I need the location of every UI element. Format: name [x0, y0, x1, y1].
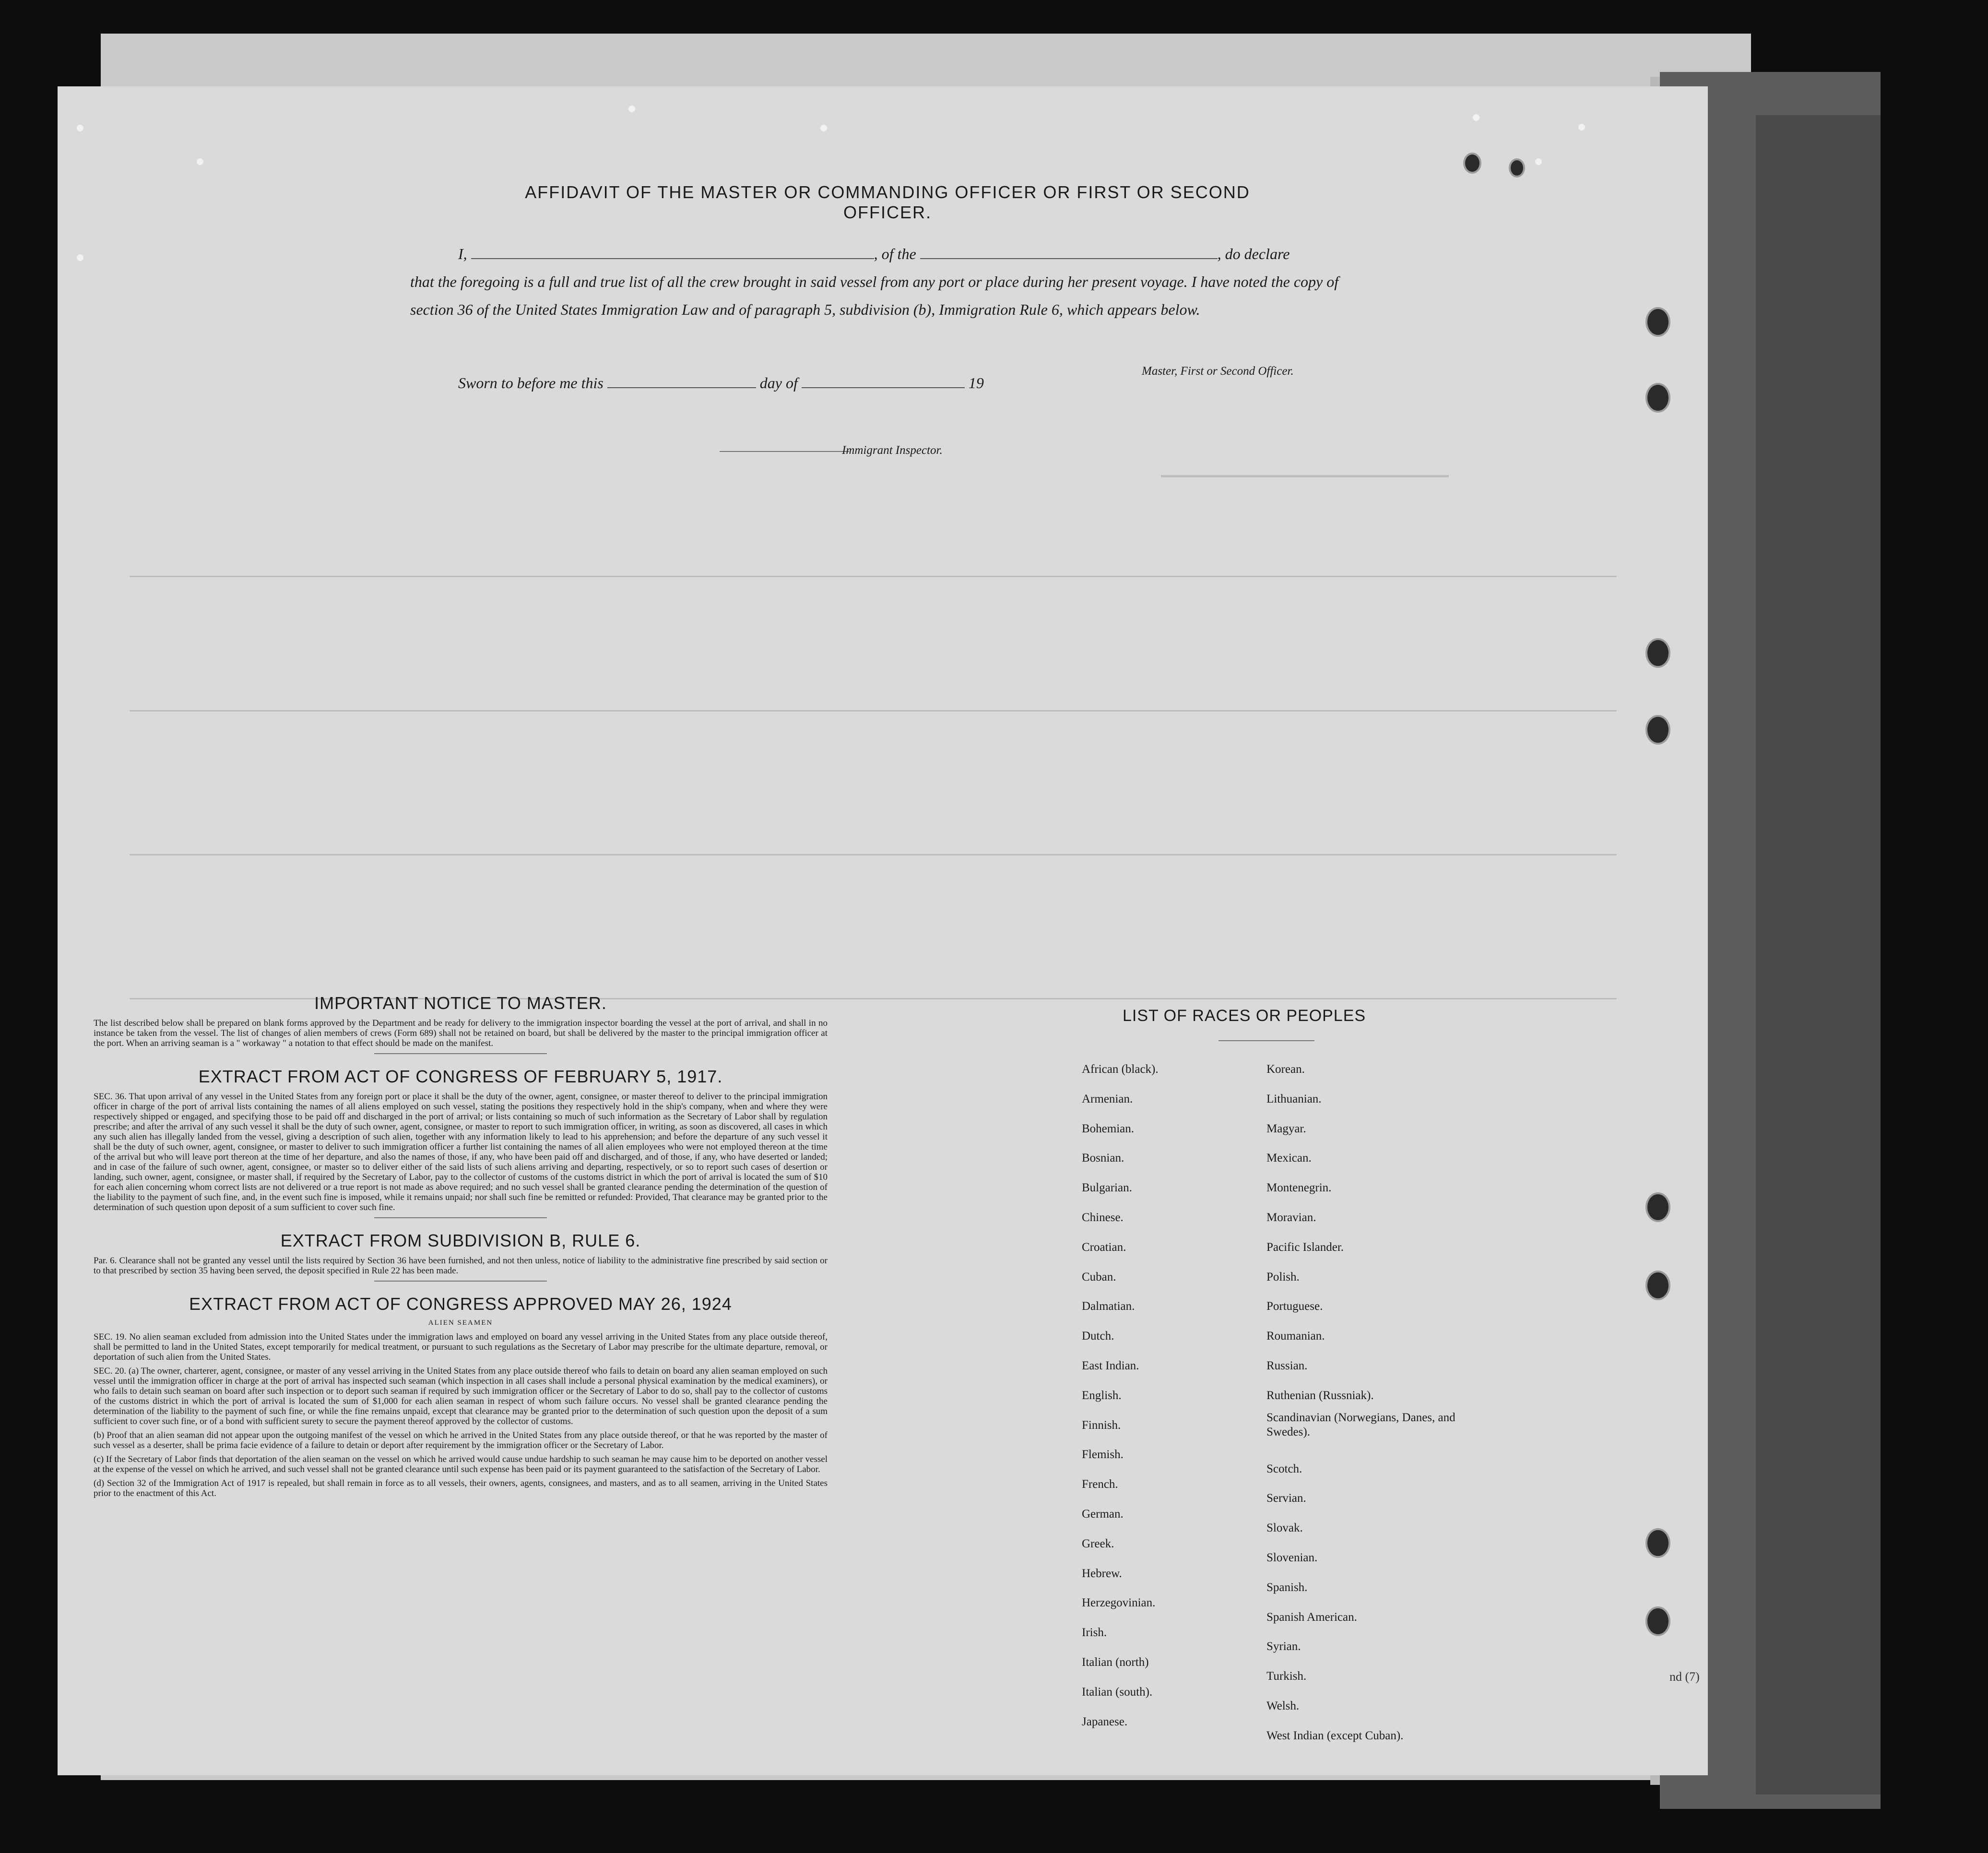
inspector-signature-label: Immigrant Inspector.: [842, 444, 943, 457]
underlying-sheet-darker: [1756, 115, 1881, 1794]
sworn-day-label: day of: [759, 374, 798, 392]
race-item: Italian (south).: [1082, 1685, 1153, 1699]
race-item: Montenegrin.: [1266, 1181, 1332, 1195]
race-item: Irish.: [1082, 1626, 1107, 1639]
sworn-prefix: Sworn to before me this: [458, 374, 604, 392]
punch-hole: [1645, 638, 1670, 668]
race-item: Polish.: [1266, 1270, 1300, 1283]
race-item: Bulgarian.: [1082, 1181, 1132, 1195]
punch-hole-small: [1463, 153, 1481, 174]
race-item: Russian.: [1266, 1359, 1308, 1372]
sworn-line: [458, 374, 984, 392]
race-item: Portuguese.: [1266, 1300, 1323, 1313]
sworn-year: 19: [968, 374, 984, 392]
extract-1917-title: EXTRACT FROM ACT OF CONGRESS OF FEBRUARY 5, 1917.: [198, 1067, 723, 1086]
notice-title: IMPORTANT NOTICE TO MASTER.: [314, 993, 607, 1013]
punch-hole: [1645, 715, 1670, 745]
race-item: Bosnian.: [1082, 1152, 1124, 1165]
race-item: Moravian.: [1266, 1211, 1316, 1224]
bleed-through-mark: [130, 710, 1617, 712]
section-divider: [374, 1217, 547, 1218]
affidavit-declaration: [410, 240, 1350, 323]
race-item: Finnish.: [1082, 1418, 1121, 1432]
declaration-prefix: I,: [458, 245, 467, 262]
sworn-month-blank[interactable]: [802, 387, 965, 388]
corner-note: nd (7): [1669, 1670, 1700, 1684]
race-item: Chinese.: [1082, 1211, 1124, 1224]
extract-1917-body: SEC. 36. That upon arrival of any vessel in the United States from any foreign port or place it shall be the duty of the owner, agent, consignee, or master thereof to deliver to the principal immigration officer in charge of the port of arrival lists containing the names of all aliens employed on such vessel, stating the positions they respectively hold in the ship's company, when and where they were respectively shipped or engaged, and specifying those to be paid off and discharged in the port of arrival; or lists containing so much of such information as the Secretary of Labor shall by regulation prescribe; and after the arrival of any such vessel it shall be the duty of such owner, agent, consignee, or master to report to such immigration officer, in writing, as soon as discovered, all cases in which any such alien has illegally landed from the vessel, giving a description of such alien, together with any information likely to lead to his apprehension; and before the departure of any such vessel it shall be the duty of such owner, agent, consignee, or master to deliver to such immigration officer a further list containing the names of all alien employees who were not employed thereon at the time of the arrival but who will leave port thereon at the time of her departure, and also the names of those, if any, who have been paid off and discharged, and of those, if any, who have deserted or landed; and in case of the failure of such owner, agent, consignee, or master so to deliver either of the said lists of such aliens arriving and departing, respectively, or so to report such cases of desertion or landing, such owner, agent, consignee, or master shall, if required by the Secretary of Labor, pay to the collector of customs of the customs district in which the port of arrival is located the sum of $10 for each alien concerning whom correct lists are not delivered or a true report is not made as above required; and no such vessel shall be granted clearance pending the determination of the question of the liability to the payment of such fine, and, in the event such fine is imposed, while it remains unpaid; nor shall such fine be remitted or refunded: Provided, That clearance may be granted prior to the determination of such question upon deposit of a sum sufficient to cover such fine.: [94, 1092, 828, 1212]
race-item: Herzegovinian.: [1082, 1596, 1156, 1610]
paper-speck: [197, 158, 203, 165]
race-item: Spanish American.: [1266, 1610, 1357, 1624]
races-column-2: [1266, 1055, 1468, 1751]
punch-hole: [1645, 307, 1670, 337]
section-divider: [374, 1053, 547, 1054]
race-item: Greek.: [1082, 1537, 1114, 1550]
master-signature-label: Master, First or Second Officer.: [1142, 365, 1294, 378]
race-item: Japanese.: [1082, 1715, 1128, 1728]
bleed-through-mark: [1161, 475, 1449, 477]
race-item: Hebrew.: [1082, 1567, 1122, 1580]
punch-hole: [1645, 1606, 1670, 1636]
officer-name-blank[interactable]: [471, 258, 874, 259]
legal-notices: [94, 993, 828, 1502]
races-list-title: LIST OF RACES OR PEOPLES: [1123, 1007, 1366, 1025]
race-item: Roumanian.: [1266, 1330, 1325, 1343]
race-item: Slovak.: [1266, 1521, 1303, 1535]
bleed-through-mark: [130, 576, 1617, 577]
extract-1924-paragraph: SEC. 19. No alien seaman excluded from admission into the United States under the immigration laws and employed on board any vessel arriving in the United States from any place outside thereof, shall be permitted to land in the United States, except temporarily for medical treatment, or pursuant to such regulations as the Secretary of Labor may prescribe for the ultimate departure, removal, or deportation of such alien from the United States.: [94, 1332, 828, 1362]
declaration-body: that the foregoing is a full and true list of all the crew brought in said vessel from any port or place during her present voyage. I have noted the copy of section 36 of the United States Immigration Law and of paragraph 5, subdivision (b), Immigration Rule 6, which appears below.: [410, 273, 1339, 318]
paper-speck: [820, 125, 827, 131]
paper-speck: [77, 254, 83, 261]
race-item: Pacific Islander.: [1266, 1240, 1344, 1254]
extract-1924-paragraph: (c) If the Secretary of Labor finds that deportation of the alien seaman on the vessel on which he arrived would cause undue hardship to such seaman he may cause him to be deported on another vessel at the expense of the vessel on which he arrived, and such vessel shall not be granted clearance until such expense has been paid or its payment guaranteed to the satisfaction of the Secretary of Labor.: [94, 1454, 828, 1474]
extract-rule6-title: EXTRACT FROM SUBDIVISION B, RULE 6.: [280, 1231, 641, 1250]
race-item: Slovenian.: [1266, 1551, 1318, 1564]
race-item: Mexican.: [1266, 1152, 1312, 1165]
punch-hole-small: [1509, 158, 1525, 178]
bleed-through-mark: [130, 854, 1617, 855]
race-item: Dalmatian.: [1082, 1300, 1135, 1313]
race-item: Ruthenian (Russniak).: [1266, 1389, 1374, 1402]
paper-speck: [1535, 158, 1542, 165]
race-item: East Indian.: [1082, 1359, 1139, 1372]
extract-1924-paragraph: SEC. 20. (a) The owner, charterer, agent, consignee, or master of any vessel arriving in the United States from any place outside thereof who fails to detain on board any alien seaman employed on such vessel until the immigration officer in charge at the port of arrival has inspected such seaman (which inspection in all cases shall include a personal physical examination by the medical examiners), or who fails to detain such seaman on board after such inspection or to deport such seaman if required by such immigration officer or the Secretary of Labor to do so, shall pay to the collector of customs of the customs district in which the port of arrival is located the sum of $1,000 for each alien seaman in respect of whom such failure occurs. No vessel shall be granted clearance pending the determination of the liability to the payment of such fine, or while the fine remains unpaid, except that clearance may be granted prior to the determination of such question upon the deposit of a sum sufficient to cover such fine, or of a bond with sufficient surety to secure the payment thereof approved by the collector of customs.: [94, 1366, 828, 1426]
race-item: African (black).: [1082, 1063, 1159, 1076]
race-item: Servian.: [1266, 1492, 1306, 1505]
notice-body: The list described below shall be prepared on blank forms approved by the Department and be ready for delivery to the immigration inspector boarding the vessel at the port of arrival, and shall in no instance be taken from the vessel. The list of changes of alien members of crews (Form 689) shall not be retained on board, but shall be delivered by the master to the principal immigration officer at the port. When an arriving seaman is a " workaway " a notation to that effect should be made on the manifest.: [94, 1018, 828, 1048]
race-item: Croatian.: [1082, 1240, 1126, 1254]
race-item: Flemish.: [1082, 1448, 1124, 1461]
extract-1924-subheading: ALIEN SEAMEN: [428, 1319, 493, 1327]
extract-1924-paragraph: (d) Section 32 of the Immigration Act of 1917 is repealed, but shall remain in force as to all vessels, their owners, agents, consignees, and masters, and as to all seamen, arriving in the United States prior to the enactment of this Act.: [94, 1478, 828, 1498]
race-item: English.: [1082, 1389, 1122, 1402]
races-column-1: [1082, 1055, 1159, 1736]
declaration-of-the: , of the: [874, 245, 916, 262]
inspector-signature-line: [720, 451, 849, 452]
race-item: Spanish.: [1266, 1580, 1308, 1594]
paper-speck: [628, 106, 635, 112]
race-item: Syrian.: [1266, 1640, 1301, 1653]
races-divider: [1219, 1040, 1314, 1041]
section-divider: [374, 1281, 547, 1282]
race-item: Italian (north): [1082, 1655, 1149, 1669]
race-item: German.: [1082, 1507, 1124, 1520]
vessel-name-blank[interactable]: [920, 258, 1218, 259]
race-item: West Indian (except Cuban).: [1266, 1729, 1404, 1742]
extract-1924-title: EXTRACT FROM ACT OF CONGRESS APPROVED MAY 26, 1924: [189, 1294, 732, 1314]
declaration-first-line: [410, 240, 1350, 268]
race-item: Armenian.: [1082, 1092, 1133, 1105]
punch-hole: [1645, 383, 1670, 413]
race-item: Cuban.: [1082, 1270, 1116, 1283]
race-item: Dutch.: [1082, 1330, 1114, 1343]
extract-1924-paragraph: (b) Proof that an alien seaman did not appear upon the outgoing manifest of the vessel on which he arrived in the United States from any place outside thereof, or that he was reported by the master of such vessel as a deserter, shall be prima facie evidence of a failure to detain or deport after requirement by the immigration officer or the Secretary of Labor.: [94, 1430, 828, 1450]
race-item: Lithuanian.: [1266, 1092, 1322, 1105]
punch-hole: [1645, 1271, 1670, 1300]
race-item: Bohemian.: [1082, 1122, 1135, 1135]
race-item: Welsh.: [1266, 1699, 1300, 1712]
paper-speck: [77, 125, 83, 131]
paper-speck: [1473, 114, 1479, 121]
race-item: Scotch.: [1266, 1462, 1302, 1475]
race-item: French.: [1082, 1478, 1118, 1491]
punch-hole: [1645, 1192, 1670, 1222]
race-item: Turkish.: [1266, 1670, 1307, 1683]
extract-rule6-body: Par. 6. Clearance shall not be granted any vessel until the lists required by Section 36 have been furnished, and not then unless, notice of liability to the administrative fine prescribed by said section or to that prescribed by section 35 having been served, the deposit specified in Rule 22 has been made.: [94, 1256, 828, 1276]
paper-speck: [1578, 124, 1585, 131]
declaration-suffix: , do declare: [1217, 245, 1290, 262]
punch-hole: [1645, 1528, 1670, 1558]
sworn-day-blank[interactable]: [607, 387, 756, 388]
race-item: Scandinavian (Norwegians, Danes, and Swedes).: [1266, 1411, 1456, 1438]
affidavit-title: AFFIDAVIT OF THE MASTER OR COMMANDING OFFICER OR FIRST OR SECOND OFFICER.: [525, 182, 1250, 222]
race-item: Korean.: [1266, 1063, 1305, 1076]
race-item: Magyar.: [1266, 1122, 1306, 1135]
